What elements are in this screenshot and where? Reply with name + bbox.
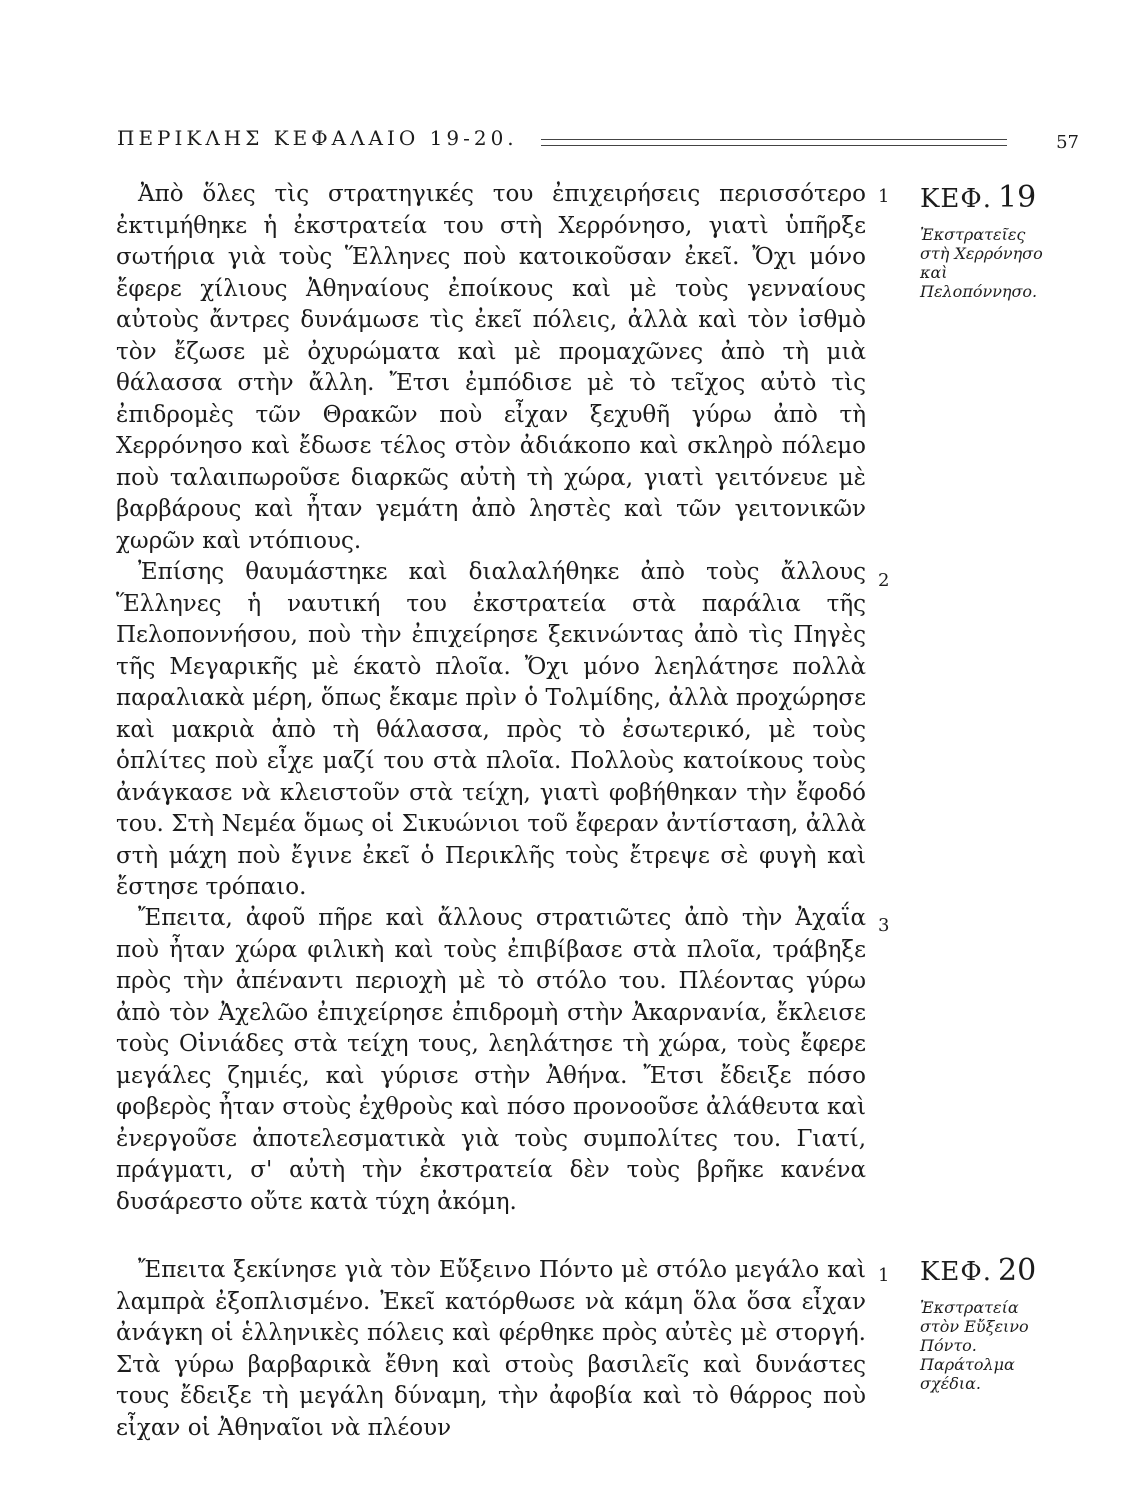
sidenote-ch19 <box>920 180 1070 301</box>
section-number: 1 <box>878 186 890 207</box>
paragraph-text: Ἐπίσης θαυμάστηκε καὶ διαλαλήθηκε ἀπὸ τοὺς ἄλλους Ἕλληνες ἡ ναυτική του ἐκστρατεία στὰ παράλια τῆς Πελοποννήσου, ποὺ τὴν ἐπιχείρησε ξεκινώντας ἀπὸ τὶς Πηγὲς τῆς Μεγαρικῆς μὲ έκατὸ πλοῖα. Ὄχι μόνο λεηλάτησε πολλὰ παραλιακὰ μέρη, ὅπως ἔκαμε πρὶν ὁ Τολμίδης, ἀλλὰ προχώρησε καὶ μακριὰ ἀπὸ τὴ θάλασσα, πρὸς τὸ ἐσωτερικό, μὲ τοὺς ὁπλίτες ποὺ εἶχε μαζί του στὰ πλοῖα. Πολλοὺς κατοίκους τοὺς ἀνάγκασε νὰ κλειστοῦν στὰ τείχη, γιατὶ φοβήθηκαν τὴν ἔφοδό του. Στὴ Νεμέα ὅμως οἱ Σικυώνιοι τοῦ ἔφεραν ἀντίσταση, ἀλλὰ στὴ μάχη ποὺ ἔγινε ἐκεῖ ὁ Περικλῆς τοὺς ἔτρεψε σὲ φυγὴ καὶ ἔστησε τρόπαιο. <box>116 559 866 900</box>
header-rule <box>541 139 1007 146</box>
sidenote-ch20 <box>920 1253 1070 1393</box>
paragraph-text: Ἔπειτα ξεκίνησε γιὰ τὸν Εὔξεινο Πόντο μὲ στόλο μεγάλο καὶ λαμπρὰ ἐξοπλισμένο. Ἐκεῖ κατόρθωσε νὰ κάμη ὅλα ὅσα εἶχαν ἀνάγκη οἱ ἑλληνικὲς πόλεις καὶ φέρθηκε πρὸς αὐτὲς μὲ στοργή. Στὰ γύρω βαρβαρικὰ ἔθνη καὶ στοὺς βασιλεῖς καὶ δυνάστες τους ἔδειξε τὴ μεγάλη δύναμη, τὴν ἀφοβία καὶ τὸ θάρρος ποὺ εἶχαν οἱ Ἀθηναῖοι νὰ πλέουν <box>116 1257 866 1441</box>
section-number: 2 <box>878 570 890 591</box>
chapter-summary: Ἐκστρατεία στὸν Εὔξεινο Πόντο. Παράτολμα σχέδια. <box>920 1298 1029 1393</box>
paragraph-ch19-s3 <box>116 903 866 1218</box>
chapter-summary: Ἐκστρατεῖες στὴ Χερρόνησο καὶ Πελοπόννησο. <box>920 225 1043 301</box>
paragraph-text: Ἀπὸ ὅλες τὶς στρατηγικές του ἐπιχειρήσεις περισσότερο ἐκτιμήθηκε ἡ ἐκστρατεία του στὴ Χερρόνησο, γιατὶ ὑπῆρξε σωτήρια γιὰ τοὺς Ἕλληνες ποὺ κατοικοῦσαν ἐκεῖ. Ὄχι μόνο ἔφερε χίλιους Ἀθηναίους ἐποίκους καὶ μὲ τοὺς γενναίους αὐτοὺς ἄντρες δυνάμωσε τὶς ἐκεῖ πόλεις, ἀλλὰ καὶ τὸν ἰσθμὸ τὸν ἔζωσε μὲ ὀχυρώματα καὶ μὲ προμαχῶνες ἀπὸ τὴ μιὰ θάλασσα στὴν ἄλλη. Ἔτσι ἐμπόδισε μὲ τὸ τεῖχος αὐτὸ τὶς ἐπιδρομὲς τῶν Θρακῶν ποὺ εἶχαν ξεχυθῆ γύρω ἀπὸ τὴ Χερρόνησο καὶ ἔδωσε τέλος στὸν ἀδιάκοπο καὶ σκληρὸ πόλεμο ποὺ ταλαιπωροῦσε διαρκῶς αὐτὴ τὴ χώρα, γιατὶ γειτόνευε μὲ βαρβάρους καὶ ἦταν γεμάτη ἀπὸ ληστὲς καὶ τῶν γειτονικῶν χωρῶν καὶ ντόπιους. <box>116 181 866 554</box>
paragraph-ch19-s1 <box>116 179 866 557</box>
section-number: 3 <box>878 915 890 936</box>
page-number: 57 <box>1056 132 1079 153</box>
chapter-label <box>920 1253 1070 1288</box>
page-header <box>117 126 1079 162</box>
chapter-label <box>920 180 1070 215</box>
chapter-abbrev: ΚΕΦ. <box>920 184 992 214</box>
running-head: ΠΕΡΙΚΛΗΣ ΚΕΦΑΛΑΙΟ 19-20. <box>117 126 518 150</box>
paragraph-ch19-s2 <box>116 557 866 904</box>
chapter-number: 20 <box>997 1253 1037 1288</box>
paragraph-text: Ἔπειτα, ἀφοῦ πῆρε καὶ ἄλλους στρατιῶτες ἀπὸ τὴν Ἀχαΐα ποὺ ἦταν χώρα φιλικὴ καὶ τοὺς ἐπιβίβασε στὰ πλοῖα, τράβηξε πρὸς τὴν ἀπέναντι περιοχὴ μὲ τὸ στόλο του. Πλέοντας γύρω ἀπὸ τὸν Ἀχελῶο ἐπιχείρησε ἐπιδρομὴ στὴν Ἀκαρνανία, ἔκλεισε τοὺς Οἰνιάδες στὰ τείχη τους, λεηλάτησε τὴ χώρα, τοὺς ἔφερε μεγάλες ζημιές, καὶ γύρισε στὴν Ἀθήνα. Ἔτσι ἔδειξε πόσο φοβερὸς ἦταν στοὺς ἐχθροὺς καὶ πόσο προνοοῦσε ἀλάθευτα καὶ ἐνεργοῦσε ἀποτελεσματικὰ γιὰ τοὺς συμπολίτες του. Γιατί, πράγματι, σ' αὐτὴ τὴν ἐκστρατεία δὲν τοὺς βρῆκε κανένα δυσάρεστο οὔτε κατὰ τύχη ἀκόμη. <box>116 905 866 1215</box>
chapter-abbrev: ΚΕΦ. <box>920 1257 992 1287</box>
chapter-number: 19 <box>997 180 1037 215</box>
section-number: 1 <box>878 1265 890 1286</box>
paragraph-ch20-s1 <box>116 1255 866 1444</box>
